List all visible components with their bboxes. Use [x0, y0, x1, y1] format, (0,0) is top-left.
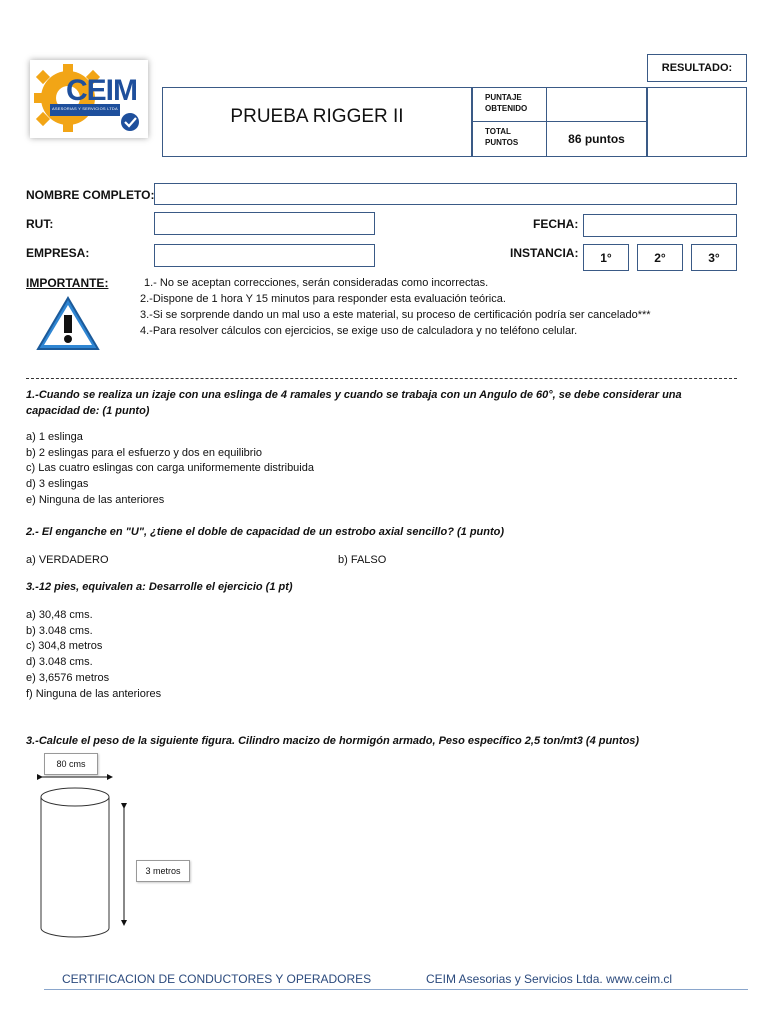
instancia-label: INSTANCIA: [510, 246, 579, 260]
fecha-label: FECHA: [533, 217, 579, 231]
question-1-option-a[interactable]: a) 1 eslinga [26, 431, 83, 443]
total-label-1: TOTAL [485, 127, 511, 136]
question-3-option-c[interactable]: c) 304,8 metros [26, 640, 103, 653]
logo-subtitle: ASESORIAS Y SERVICIOS LTDA [52, 106, 118, 111]
question-3-options [26, 608, 161, 702]
puntaje-label-1: PUNTAJE [485, 93, 522, 102]
question-2-option-a[interactable]: a) VERDADERO [26, 554, 109, 566]
instancia-option-2-label: 2° [654, 250, 666, 265]
importante-label: IMPORTANTE: [26, 276, 109, 290]
important-item-2: 2.-Dispone de 1 hora Y 15 minutos para responder esta evaluación teórica. [140, 293, 506, 305]
question-1-option-b[interactable]: b) 2 eslingas para el esfuerzo y dos en equilibrio [26, 446, 263, 459]
empresa-label: EMPRESA: [26, 246, 90, 260]
logo-text: CEIM [66, 74, 137, 107]
instancia-option-1[interactable] [583, 244, 629, 271]
rut-label: RUT: [26, 217, 54, 231]
question-1: 1.-Cuando se realiza un izaje con una eslinga de 4 ramales y cuando se trabaja con un Angulo de 60°, se debe considerar una capacidad de: (1 punto) [26, 389, 682, 417]
instancia-option-1-label: 1° [600, 250, 612, 265]
instancia-option-2[interactable] [637, 244, 683, 271]
diameter-label: 80 cms [56, 759, 86, 769]
total-value-cell [546, 121, 647, 157]
fecha-field[interactable] [583, 214, 737, 237]
important-item-1: 1.- No se aceptan correcciones, serán consideradas como incorrectas. [144, 277, 489, 289]
question-2: 2.- El enganche en "U", ¿tiene el doble de capacidad de un estrobo axial sencillo? (1 punto) [26, 526, 505, 538]
height-label: 3 metros [145, 866, 181, 876]
question-3-option-a[interactable]: a) 30,48 cms. [26, 609, 93, 621]
question-3-option-b[interactable]: b) 3.048 cms. [26, 624, 93, 637]
question-3-option-f[interactable]: f) Ninguna de las anteriores [26, 687, 162, 700]
height-label-box [136, 860, 190, 882]
puntaje-label-cell [472, 87, 547, 122]
puntaje-label-2: OBTENIDO [485, 104, 528, 113]
warning-icon [35, 295, 101, 353]
total-label-2: PUNTOS [485, 138, 519, 147]
question-3-option-d[interactable]: d) 3.048 cms. [26, 656, 93, 669]
footer-rule [44, 989, 748, 990]
resultado-label-box [647, 54, 747, 82]
question-1-option-e[interactable]: e) Ninguna de las anteriores [26, 493, 165, 506]
question-1-option-d[interactable]: d) 3 eslingas [26, 478, 89, 491]
separator [26, 378, 737, 379]
question-3: 3.-12 pies, equivalen a: Desarrolle el ejercicio (1 pt) [26, 581, 293, 593]
resultado-value-cell[interactable] [647, 87, 747, 157]
instancia-option-3[interactable] [691, 244, 737, 271]
nombre-label: NOMBRE COMPLETO: [26, 188, 155, 202]
question-4: 3.-Calcule el peso de la siguiente figura. Cilindro macizo de hormigón armado, Peso específico 2,5 ton/mt3 (4 puntos) [26, 735, 640, 747]
question-1-option-c[interactable]: c) Las cuatro eslingas con carga uniformemente distribuida [26, 462, 314, 475]
ceim-logo [30, 60, 148, 138]
important-item-4: 4.-Para resolver cálculos con ejercicios, se exige uso de calculadora y no teléfono celular. [140, 325, 578, 337]
rut-field[interactable] [154, 212, 375, 235]
question-2-option-b[interactable]: b) FALSO [338, 554, 387, 566]
total-label-cell [472, 121, 547, 157]
total-value: 86 puntos [568, 132, 625, 146]
question-1-options [26, 430, 314, 509]
empresa-field[interactable] [154, 244, 375, 267]
instancia-option-3-label: 3° [708, 250, 720, 265]
question-3-option-e[interactable]: e) 3,6576 metros [26, 671, 110, 684]
important-item-3: 3.-Si se sorprende dando un mal uso a este material, su proceso de certificación podría ser cancelado*** [140, 309, 651, 321]
page-title: PRUEBA RIGGER II [230, 106, 404, 127]
footer-left: CERTIFICACION DE CONDUCTORES Y OPERADORES [62, 972, 372, 986]
resultado-label: RESULTADO: [661, 62, 733, 74]
nombre-field[interactable] [154, 183, 737, 205]
footer-right: CEIM Asesorias y Servicios Ltda. www.ceim.cl [426, 972, 673, 986]
puntaje-value-cell[interactable] [546, 87, 647, 122]
